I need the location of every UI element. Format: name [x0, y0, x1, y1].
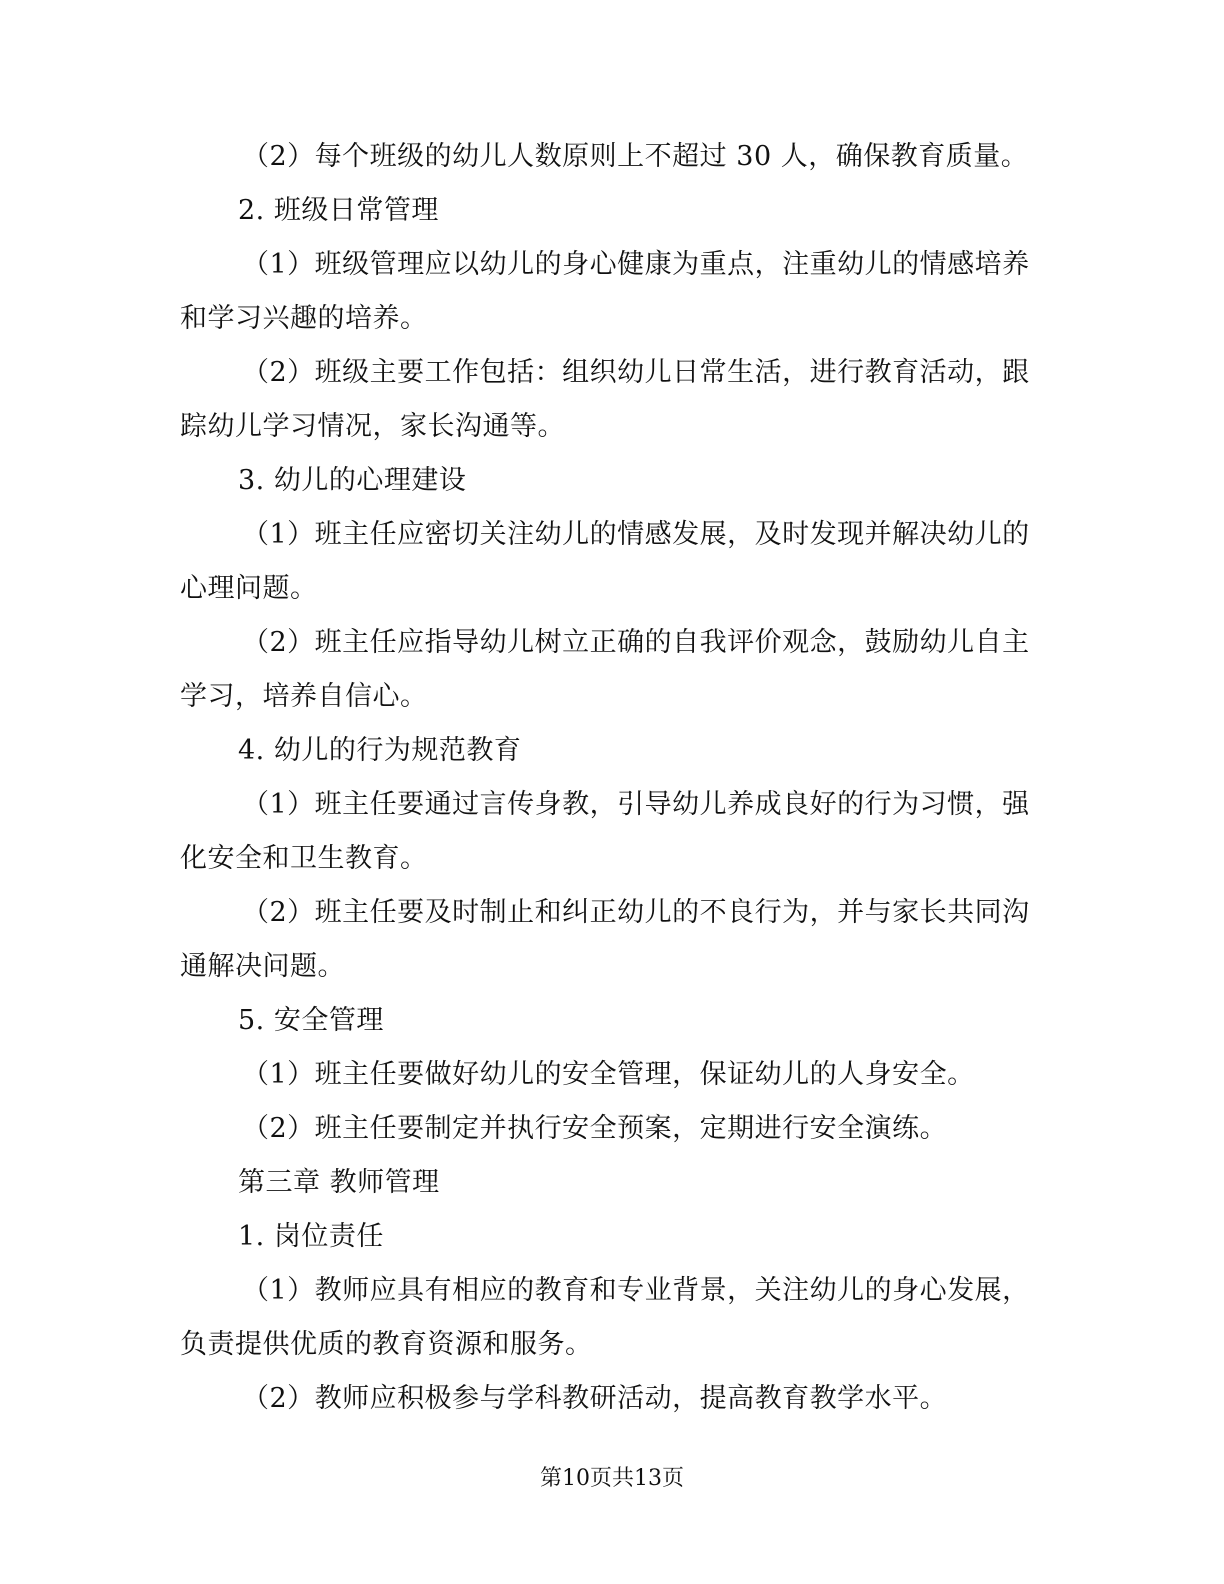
section-heading: 4. 幼儿的行为规范教育 — [238, 735, 522, 766]
paragraph-line: （2）班主任要及时制止和纠正幼儿的不良行为，并与家长共同沟 — [242, 897, 1030, 928]
paragraph-line: （2）班主任应指导幼儿树立正确的自我评价观念，鼓励幼儿自主 — [242, 627, 1030, 658]
paragraph-line: 踪幼儿学习情况，家长沟通等。 — [180, 411, 565, 442]
chapter-heading: 第三章 教师管理 — [238, 1167, 440, 1198]
section-heading: 5. 安全管理 — [238, 1005, 384, 1036]
document-body — [180, 130, 1040, 1426]
paragraph-line: 负责提供优质的教育资源和服务。 — [180, 1329, 593, 1360]
paragraph-line: （1）班主任应密切关注幼儿的情感发展，及时发现并解决幼儿的 — [242, 519, 1030, 550]
paragraph-line: （1）班级管理应以幼儿的身心健康为重点，注重幼儿的情感培养 — [242, 249, 1030, 280]
paragraph-line: 心理问题。 — [180, 573, 318, 604]
section-heading: 2. 班级日常管理 — [238, 195, 439, 226]
paragraph-line: 和学习兴趣的培养。 — [180, 303, 428, 334]
paragraph-line: （1）班主任要做好幼儿的安全管理，保证幼儿的人身安全。 — [242, 1059, 975, 1090]
paragraph-line: （2）每个班级的幼儿人数原则上不超过 30 人，确保教育质量。 — [242, 141, 1029, 172]
paragraph-line: 学习，培养自信心。 — [180, 681, 428, 712]
paragraph-line: （2）班主任要制定并执行安全预案，定期进行安全演练。 — [242, 1113, 948, 1144]
section-heading: 3. 幼儿的心理建设 — [238, 465, 467, 496]
paragraph-line: 化安全和卫生教育。 — [180, 843, 428, 874]
paragraph-line: 通解决问题。 — [180, 951, 345, 982]
paragraph-line: （2）班级主要工作包括：组织幼儿日常生活，进行教育活动，跟 — [242, 357, 1030, 388]
paragraph-line: （1）教师应具有相应的教育和专业背景，关注幼儿的身心发展， — [242, 1275, 1030, 1306]
page-number-footer: 第10页共13页 — [540, 1466, 684, 1491]
paragraph-line: （1）班主任要通过言传身教，引导幼儿养成良好的行为习惯，强 — [242, 789, 1030, 820]
paragraph-line: （2）教师应积极参与学科教研活动，提高教育教学水平。 — [242, 1383, 948, 1414]
section-heading: 1. 岗位责任 — [238, 1221, 384, 1252]
